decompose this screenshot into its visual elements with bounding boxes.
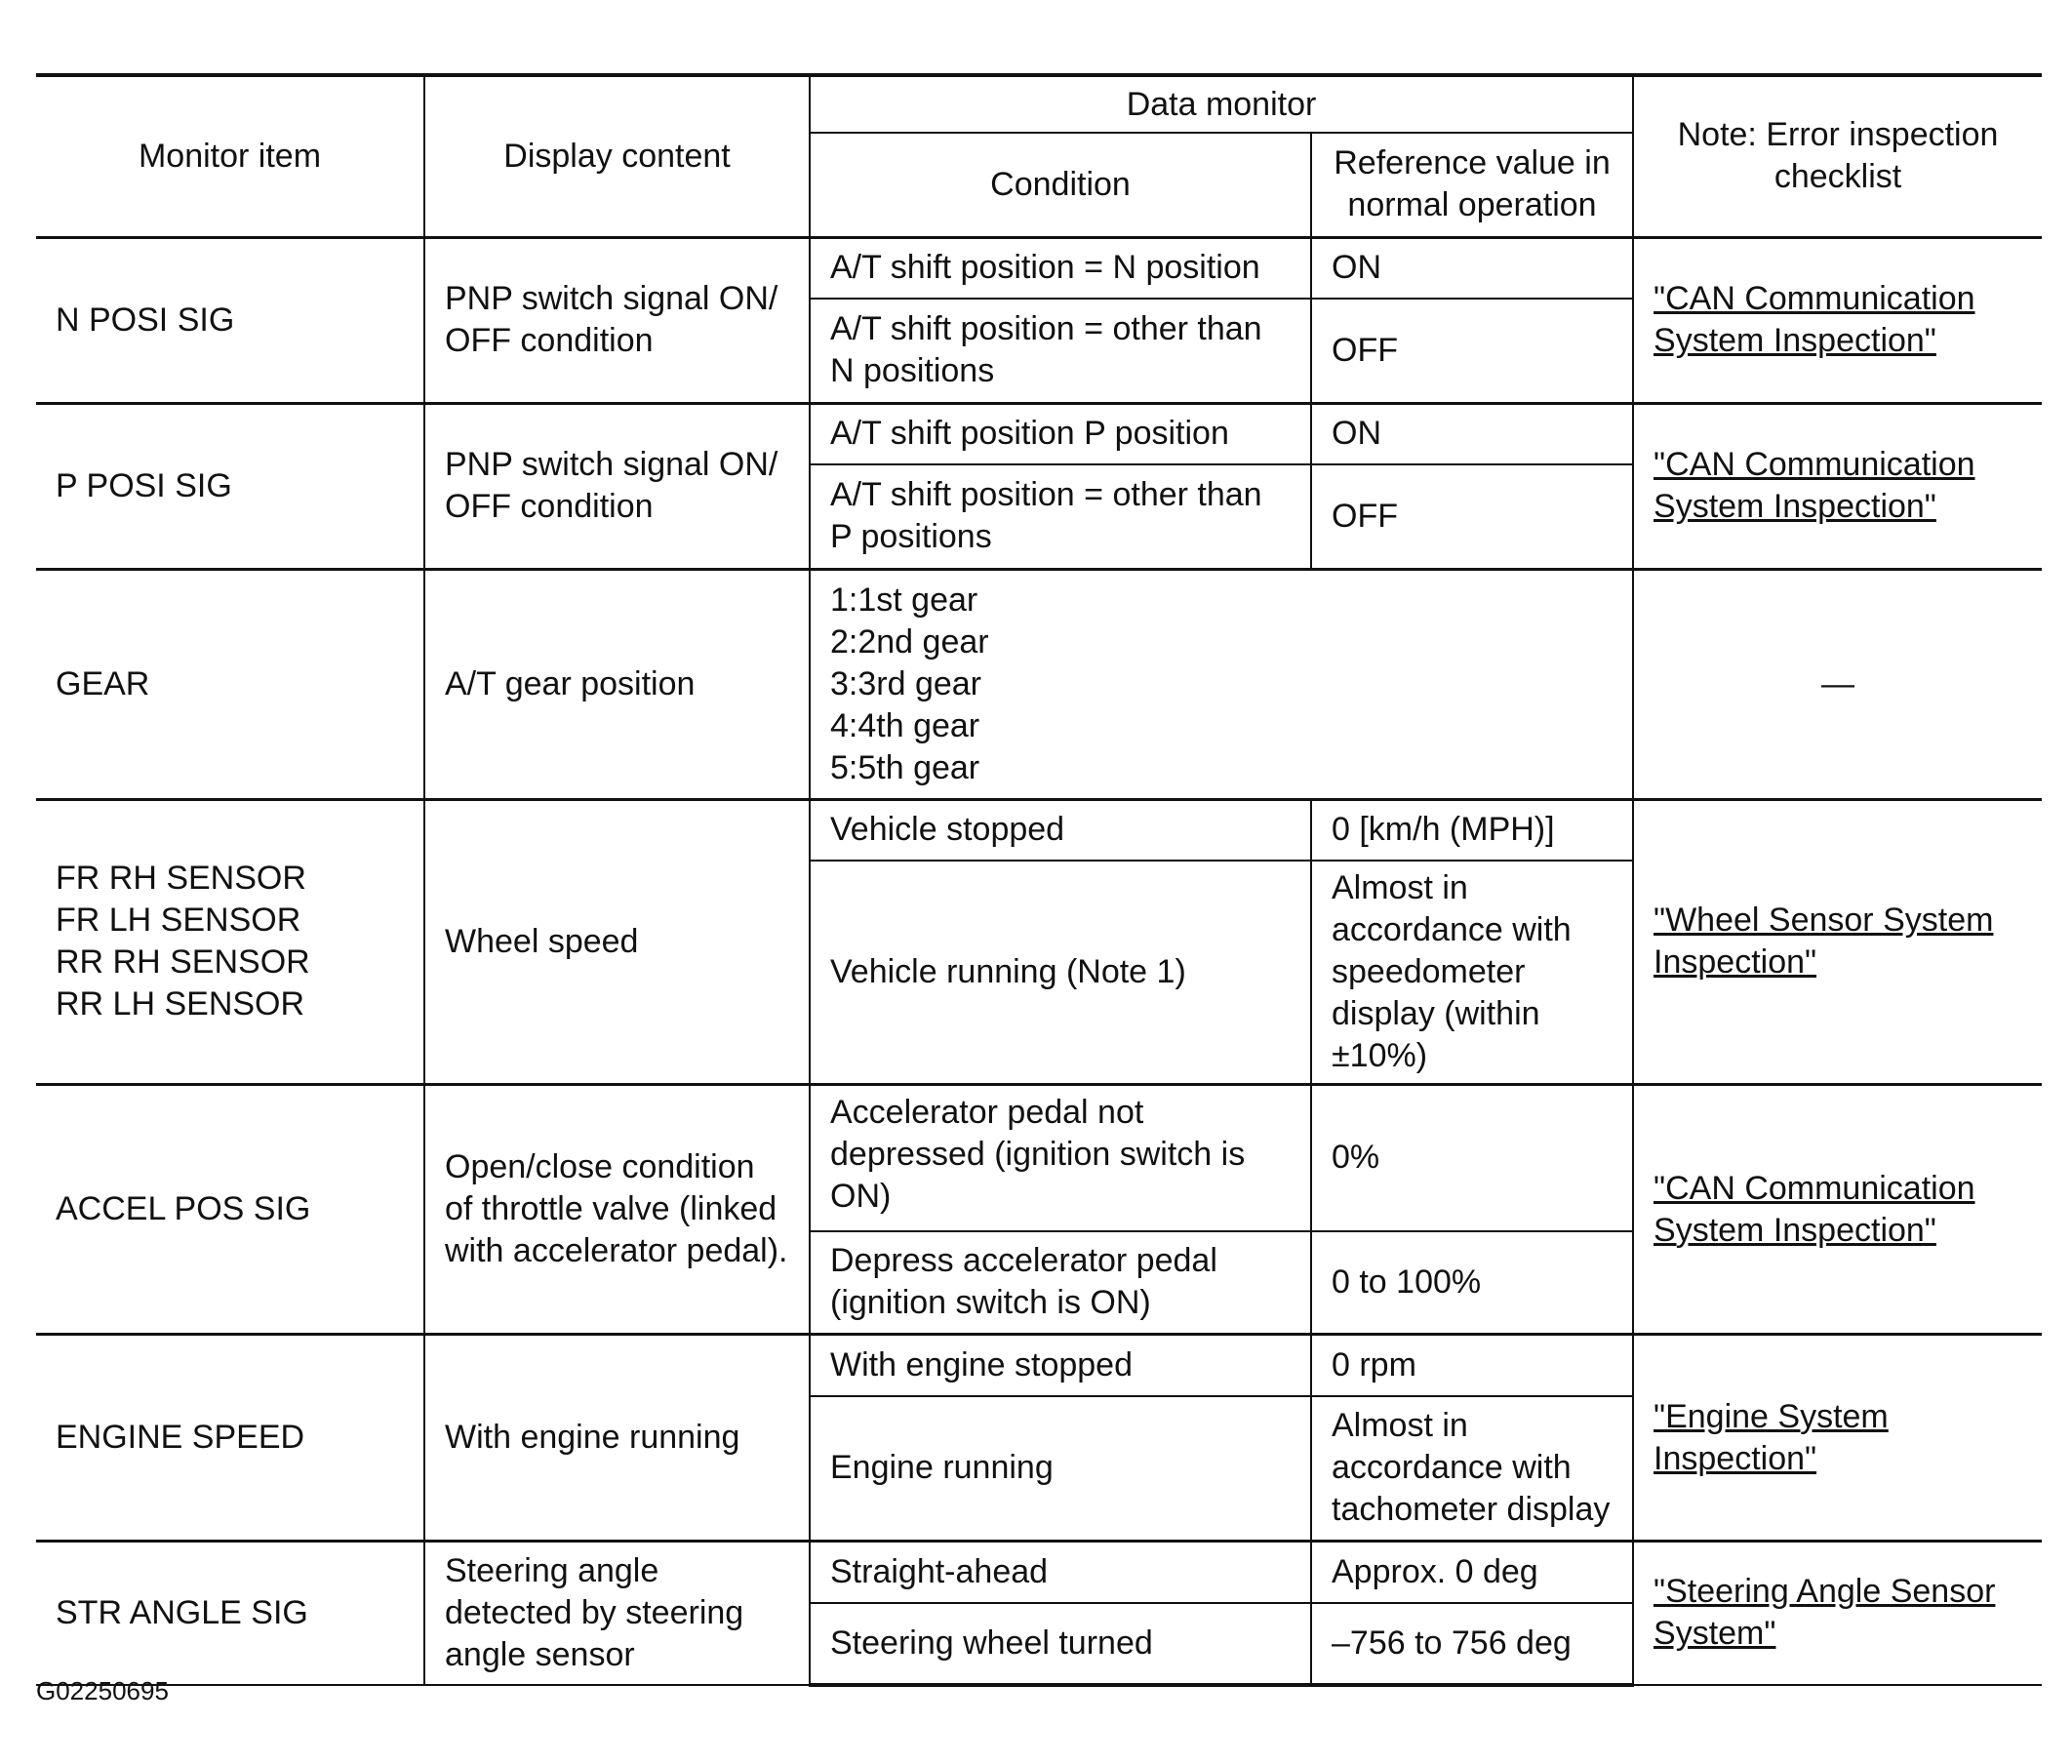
str-angle-condition-1: Straight-ahead — [810, 1542, 1311, 1603]
engine-note-link[interactable]: "Engine System Inspection" — [1633, 1335, 2042, 1542]
engine-reference-2: Almost in accordance with tachometer display — [1311, 1396, 1633, 1542]
accel-item: ACCEL POS SIG — [36, 1085, 424, 1335]
engine-display: With engine running — [424, 1335, 810, 1542]
str-angle-display: Steering angle detected by steering angle sensor — [424, 1542, 810, 1685]
wheel-sensor-item: FR RH SENSOR — [56, 860, 306, 898]
gear-value: 5:5th gear — [830, 748, 980, 786]
gear-note: — — [1633, 569, 2042, 799]
str-angle-reference-1: Approx. 0 deg — [1311, 1542, 1633, 1603]
header-note: Note: Error inspection checklist — [1633, 75, 2042, 237]
wheel-condition-1: Vehicle stopped — [810, 799, 1311, 861]
wheel-sensor-items — [36, 799, 424, 1085]
n-posi-note-link[interactable]: "CAN Communication System Inspection" — [1633, 237, 2042, 403]
str-angle-reference-2: –756 to 756 deg — [1311, 1603, 1633, 1685]
p-posi-item: P POSI SIG — [36, 403, 424, 569]
gear-value: 4:4th gear — [830, 706, 980, 744]
gear-item: GEAR — [36, 569, 424, 799]
header-display-content: Display content — [424, 75, 810, 237]
p-posi-display: PNP switch signal ON/ OFF condition — [424, 403, 810, 569]
figure-id: G02250695 — [36, 1676, 169, 1705]
engine-condition-1: With engine stopped — [810, 1335, 1311, 1396]
n-posi-display: PNP switch signal ON/ OFF condition — [424, 237, 810, 403]
gear-display: A/T gear position — [424, 569, 810, 799]
gear-value: 1:1st gear — [830, 581, 978, 619]
wheel-note-link[interactable]: "Wheel Sensor System Inspection" — [1633, 799, 2042, 1085]
p-posi-reference-2: OFF — [1311, 464, 1633, 569]
p-posi-condition-2: A/T shift position = other than P positions — [810, 464, 1311, 569]
header-monitor-item: Monitor item — [36, 75, 424, 237]
gear-value: 2:2nd gear — [830, 622, 989, 661]
wheel-sensor-item: RR RH SENSOR — [56, 943, 310, 982]
str-angle-item: STR ANGLE SIG — [36, 1542, 424, 1685]
engine-item: ENGINE SPEED — [36, 1335, 424, 1542]
header-reference-value: Reference value in normal operation — [1311, 133, 1633, 237]
p-posi-condition-1: A/T shift position P position — [810, 403, 1311, 464]
wheel-reference-2: Almost in accordance with speedometer display (within ±10%) — [1311, 861, 1633, 1085]
header-condition: Condition — [810, 133, 1311, 237]
n-posi-condition-1: A/T shift position = N position — [810, 237, 1311, 299]
n-posi-item: N POSI SIG — [36, 237, 424, 403]
n-posi-condition-2: A/T shift position = other than N positions — [810, 299, 1311, 403]
str-angle-condition-2: Steering wheel turned — [810, 1603, 1311, 1685]
wheel-reference-1: 0 [km/h (MPH)] — [1311, 799, 1633, 861]
accel-condition-2: Depress accelerator pedal (ignition switch is ON) — [810, 1231, 1311, 1335]
p-posi-note-link[interactable]: "CAN Communication System Inspection" — [1633, 403, 2042, 569]
wheel-sensor-item: FR LH SENSOR — [56, 902, 301, 940]
n-posi-reference-1: ON — [1311, 237, 1633, 299]
engine-condition-2: Engine running — [810, 1396, 1311, 1542]
header-data-monitor: Data monitor — [810, 75, 1633, 133]
accel-display: Open/close condition of throttle valve (linked with accelerator pedal). — [424, 1085, 810, 1335]
n-posi-reference-2: OFF — [1311, 299, 1633, 403]
gear-values — [810, 569, 1633, 799]
accel-reference-2: 0 to 100% — [1311, 1231, 1633, 1335]
accel-reference-1: 0% — [1311, 1085, 1633, 1231]
gear-value: 3:3rd gear — [830, 664, 981, 702]
wheel-display: Wheel speed — [424, 799, 810, 1085]
p-posi-reference-1: ON — [1311, 403, 1633, 464]
str-angle-note-link[interactable]: "Steering Angle Sensor System" — [1633, 1542, 2042, 1685]
engine-reference-1: 0 rpm — [1311, 1335, 1633, 1396]
accel-condition-1: Accelerator pedal not depressed (ignition switch is ON) — [810, 1085, 1311, 1231]
wheel-sensor-item: RR LH SENSOR — [56, 985, 305, 1023]
wheel-condition-2: Vehicle running (Note 1) — [810, 861, 1311, 1085]
data-monitor-table — [36, 73, 2042, 1687]
accel-note-link[interactable]: "CAN Communication System Inspection" — [1633, 1085, 2042, 1335]
